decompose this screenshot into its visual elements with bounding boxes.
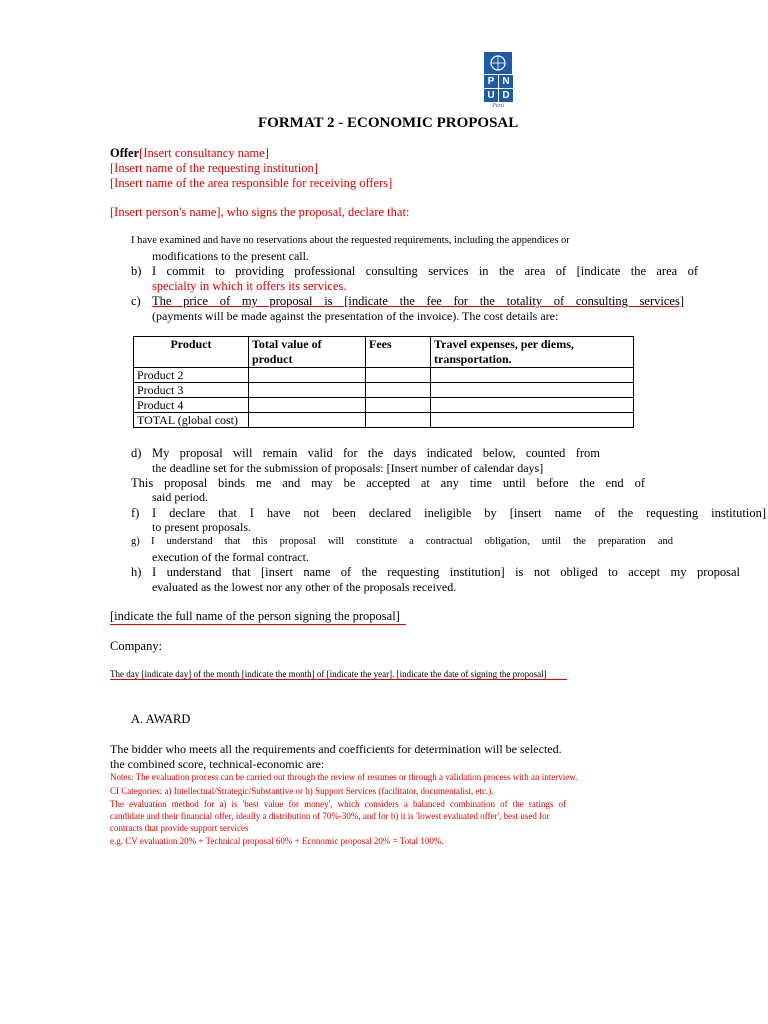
item-f-marker: f) (131, 506, 140, 520)
declare-line: [Insert person's name], who signs the proposal, declare that: (110, 205, 410, 219)
undp-logo (484, 52, 512, 110)
table-cell: TOTAL (global cost) (134, 413, 249, 428)
offer-consultancy: [Insert consultancy name] (139, 146, 269, 160)
item-f-line1: I declare that I have not been declared ineligible by [insert name of the requesting institution] (152, 506, 766, 520)
table-cell-empty[interactable] (366, 368, 431, 383)
item-a-text: I have examined and have no reservations about the requested requirements, including the appendices or (131, 235, 570, 246)
notes-line-1: Notes: The evaluation process can be carried out through the review of resumes or through a validation process with an interview. (110, 772, 578, 782)
table-cell-empty[interactable] (431, 368, 634, 383)
company-label: Company: (110, 639, 163, 653)
logo-letter: P (484, 75, 498, 88)
logo-country: Perú (492, 103, 504, 109)
notes-line-6: e.g. CV evaluation 20% + Technical proposal 60% + Economic proposal 20% = Total 100%. (110, 836, 444, 846)
notes-line-4: candidate and their financial offer, ideally a distribution of 70%-30%, and for b) it is 'lowest evaluated offer', best used for (110, 811, 550, 821)
table-header: Travel expenses, per diems, transportation. (431, 337, 634, 368)
offer-area: [Insert name of the area responsible for receiving offers] (110, 176, 393, 190)
table-header: Fees (366, 337, 431, 368)
logo-letter: N (499, 75, 513, 88)
table-cell: Product 2 (134, 368, 249, 383)
item-d-marker: d) (131, 446, 142, 460)
item-a-line2: modifications to the present call. (152, 249, 309, 263)
item-e-line2: said period. (152, 490, 208, 504)
item-h-line2: evaluated as the lowest nor any other of the proposals received. (152, 580, 457, 594)
table-cell-empty[interactable] (249, 413, 366, 428)
table-cell-empty[interactable] (249, 398, 366, 413)
offer-label: Offer (110, 146, 140, 160)
item-g-line1: I understand that this proposal will constitute a contractual obligation, until the preparation and (151, 536, 673, 547)
date-line[interactable]: The day [indicate day] of the month [indicate the month] of [indicate the year]. [indicate the date of signing the proposal] (110, 669, 567, 680)
table-header: Total value of product (249, 337, 366, 368)
table-cell: Product 4 (134, 398, 249, 413)
award-para-1: The bidder who meets all the requirements and coefficients for determination will be selected. (110, 742, 562, 756)
table-cell-empty[interactable] (366, 383, 431, 398)
logo-letter: D (499, 89, 513, 102)
table-row (134, 398, 634, 413)
item-a-line1 (131, 235, 687, 246)
logo-letter: U (484, 89, 498, 102)
table-cell: Product 3 (134, 383, 249, 398)
table-cell-empty[interactable] (431, 413, 634, 428)
table-cell-empty[interactable] (431, 398, 634, 413)
item-b-line1: I commit to providing professional consulting services in the area of [indicate the area of (152, 264, 698, 278)
table-cell-empty[interactable] (431, 383, 634, 398)
table-cell-empty[interactable] (366, 398, 431, 413)
item-c-line2: (payments will be made against the presentation of the invoice). The cost details are: (152, 309, 559, 323)
item-h-marker: h) (131, 565, 142, 579)
notes-line-5: contracts that provide support services (110, 823, 249, 833)
cost-table (133, 336, 634, 428)
table-row (134, 383, 634, 398)
award-heading: A. AWARD (131, 712, 191, 726)
table-cell-empty[interactable] (249, 368, 366, 383)
item-h-line1: I understand that [insert name of the requesting institution] is not obliged to accept my proposal (152, 565, 740, 579)
signer-line[interactable]: [indicate the full name of the person signing the proposal] (110, 609, 406, 625)
un-emblem-icon (484, 52, 512, 74)
undp-letters (484, 75, 512, 102)
award-para-2: the combined score, technical-economic are: (110, 757, 325, 771)
table-row (134, 368, 634, 383)
item-b-marker: b) (131, 264, 142, 278)
notes-line-2: CI Categories: a) Intellectual/Strategic/Substantive or b) Support Services (facilitator, documentalist, etc.). (110, 786, 494, 796)
offer-institution: [Insert name of the requesting institution] (110, 161, 318, 175)
item-d-line1: My proposal will remain valid for the days indicated below, counted from (152, 446, 600, 460)
item-g-line2: execution of the formal contract. (152, 550, 309, 564)
table-cell-empty[interactable] (249, 383, 366, 398)
item-e-line1: This proposal binds me and may be accepted at any time until before the end of (131, 476, 645, 490)
item-f-line2: to present proposals. (152, 520, 251, 534)
notes-line-3: The evaluation method for a) is 'best value for money', which considers a balanced combination of the ratings of (110, 799, 566, 809)
table-row (134, 413, 634, 428)
item-c-line1: The price of my proposal is [indicate the fee for the totality of consulting services] (152, 294, 684, 308)
page-title: FORMAT 2 - ECONOMIC PROPOSAL (258, 115, 519, 131)
table-header: Product (134, 337, 249, 368)
item-d-line2: the deadline set for the submission of proposals: [Insert number of calendar days] (152, 461, 544, 475)
item-c-marker: c) (131, 294, 141, 308)
item-g-marker: g) (131, 536, 140, 547)
item-b-line2: specialty in which it offers its services. (152, 279, 347, 293)
table-header-row (134, 337, 634, 368)
offer-line (110, 146, 269, 161)
table-cell-empty[interactable] (366, 413, 431, 428)
